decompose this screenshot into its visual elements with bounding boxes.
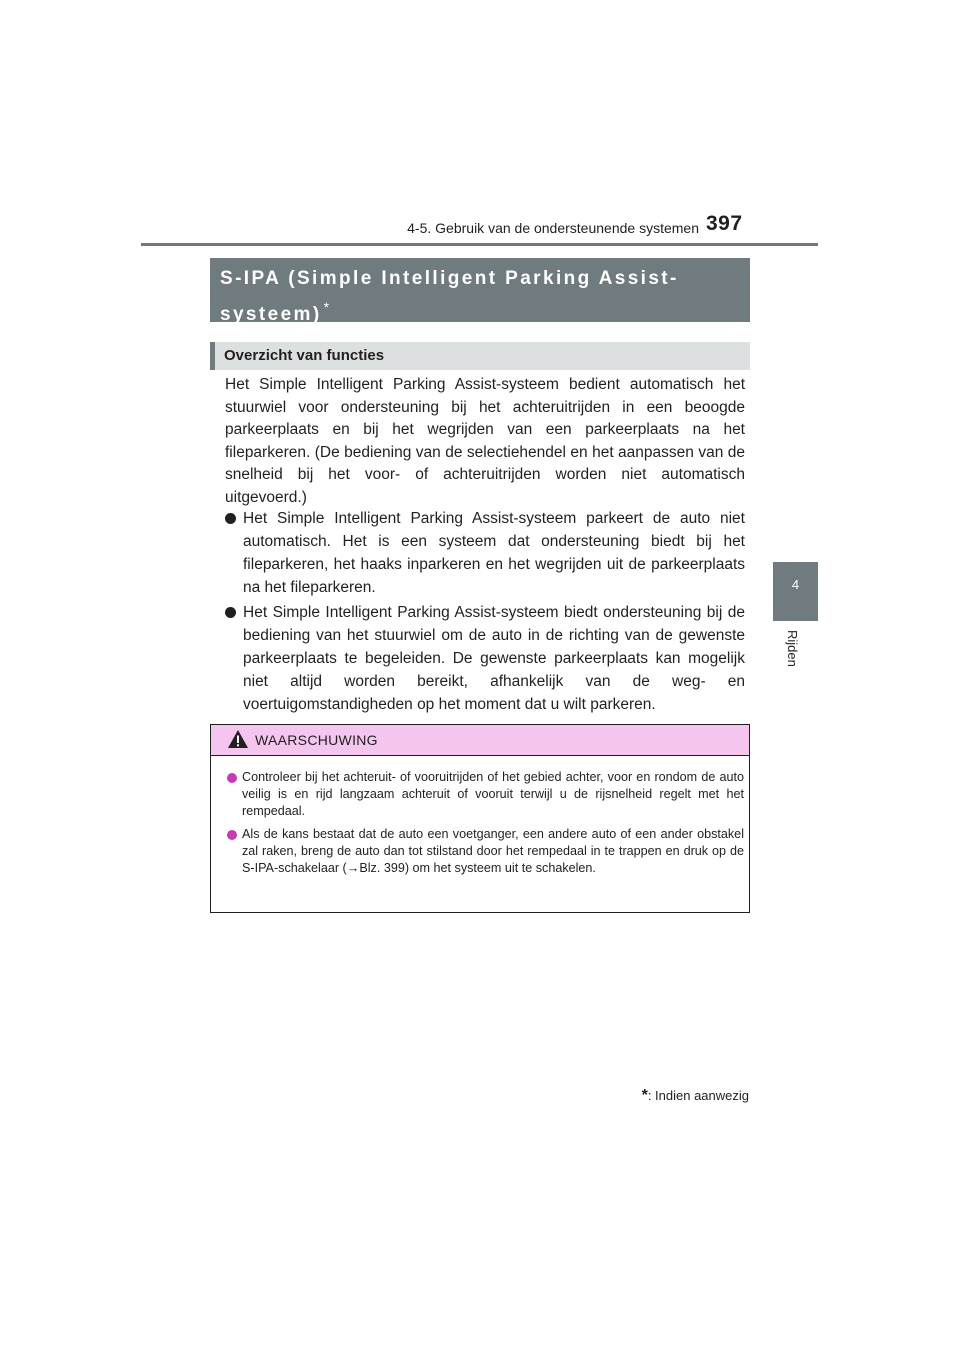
warning-box xyxy=(210,724,750,913)
warning-item-text: Controleer bij het achteruit- of vooruitrijden of het gebied achter, voor en rondom de auto veilig is en rijd langzaam achteruit of vooruit terwijl u de rijsnelheid regelt met het rempedaal. xyxy=(242,770,744,818)
section-heading-box xyxy=(210,258,750,325)
subsection-marker xyxy=(210,342,215,370)
chapter-tab xyxy=(773,562,818,621)
warning-header xyxy=(211,725,749,756)
warning-item-text: Als de kans bestaat dat de auto een voetganger, een andere auto of een ander obstakel zal raken, breng de auto dan tot stilstand door het rempedaal in te trappen en druk op de S-IPA-schakelaar (→Blz. 399) om het systeem uit te schakelen. xyxy=(242,827,744,875)
warning-item xyxy=(227,769,744,820)
warning-bullet-icon xyxy=(227,830,237,840)
warning-bullet-icon xyxy=(227,773,237,783)
bullet-list xyxy=(225,507,745,718)
chapter-label-container xyxy=(774,630,814,690)
header-rule xyxy=(141,243,818,246)
subsection-title: Overzicht van functies xyxy=(224,347,385,364)
section-title-text: S-IPA (Simple Intelligent Parking Assist-systeem) xyxy=(220,268,679,325)
bullet-item xyxy=(225,507,745,599)
section-title xyxy=(220,264,737,329)
bullet-icon xyxy=(225,513,236,524)
footnote-text: : Indien aanwezig xyxy=(647,1088,749,1103)
chapter-number: 4 xyxy=(791,577,800,592)
bullet-item xyxy=(225,601,745,716)
footnote xyxy=(0,1087,749,1105)
intro-paragraph: Het Simple Intelligent Parking Assist-systeem bedient automatisch het stuurwiel voor ondersteuning bij het achteruitrijden in een beoogde parkeerplaats en bij het wegrijden van een parkeerplaats na het fileparkeren. (De bediening van de selectiehendel en het aanpassen van de snelheid bij het voor- of achteruitrijden worden niet automatisch uitgevoerd.) xyxy=(225,376,745,506)
warning-item xyxy=(227,826,744,877)
bullet-icon xyxy=(225,607,236,618)
section-title-marker: * xyxy=(323,299,332,315)
subsection-heading-bar xyxy=(210,342,750,370)
warning-label: WAARSCHUWING xyxy=(255,732,378,748)
bullet-text: Het Simple Intelligent Parking Assist-systeem parkeert de auto niet automatisch. Het is een systeem dat ondersteuning biedt bij het fileparkeren, het haaks inparkeren en het wegrijden uit de parkeerplaats na het fileparkeren. xyxy=(243,510,745,596)
page-number: 397 xyxy=(706,212,743,235)
bullet-text: Het Simple Intelligent Parking Assist-systeem biedt ondersteuning bij de bediening van het stuurwiel om de auto in de richting van de gewenste parkeerplaats te begeleiden. De gewenste parkeerplaats kan mogelijk niet altijd worden bereikt, afhankelijk van de weg- en voertuigomstandigheden op het moment dat u wilt parkeren. xyxy=(243,604,745,713)
warning-triangle-icon xyxy=(227,729,249,749)
chapter-label: Rijden xyxy=(785,630,800,667)
warning-list xyxy=(227,769,744,883)
header-section-path: 4-5. Gebruik van de ondersteunende systemen xyxy=(407,220,699,236)
footnote-marker: * xyxy=(641,1087,648,1104)
